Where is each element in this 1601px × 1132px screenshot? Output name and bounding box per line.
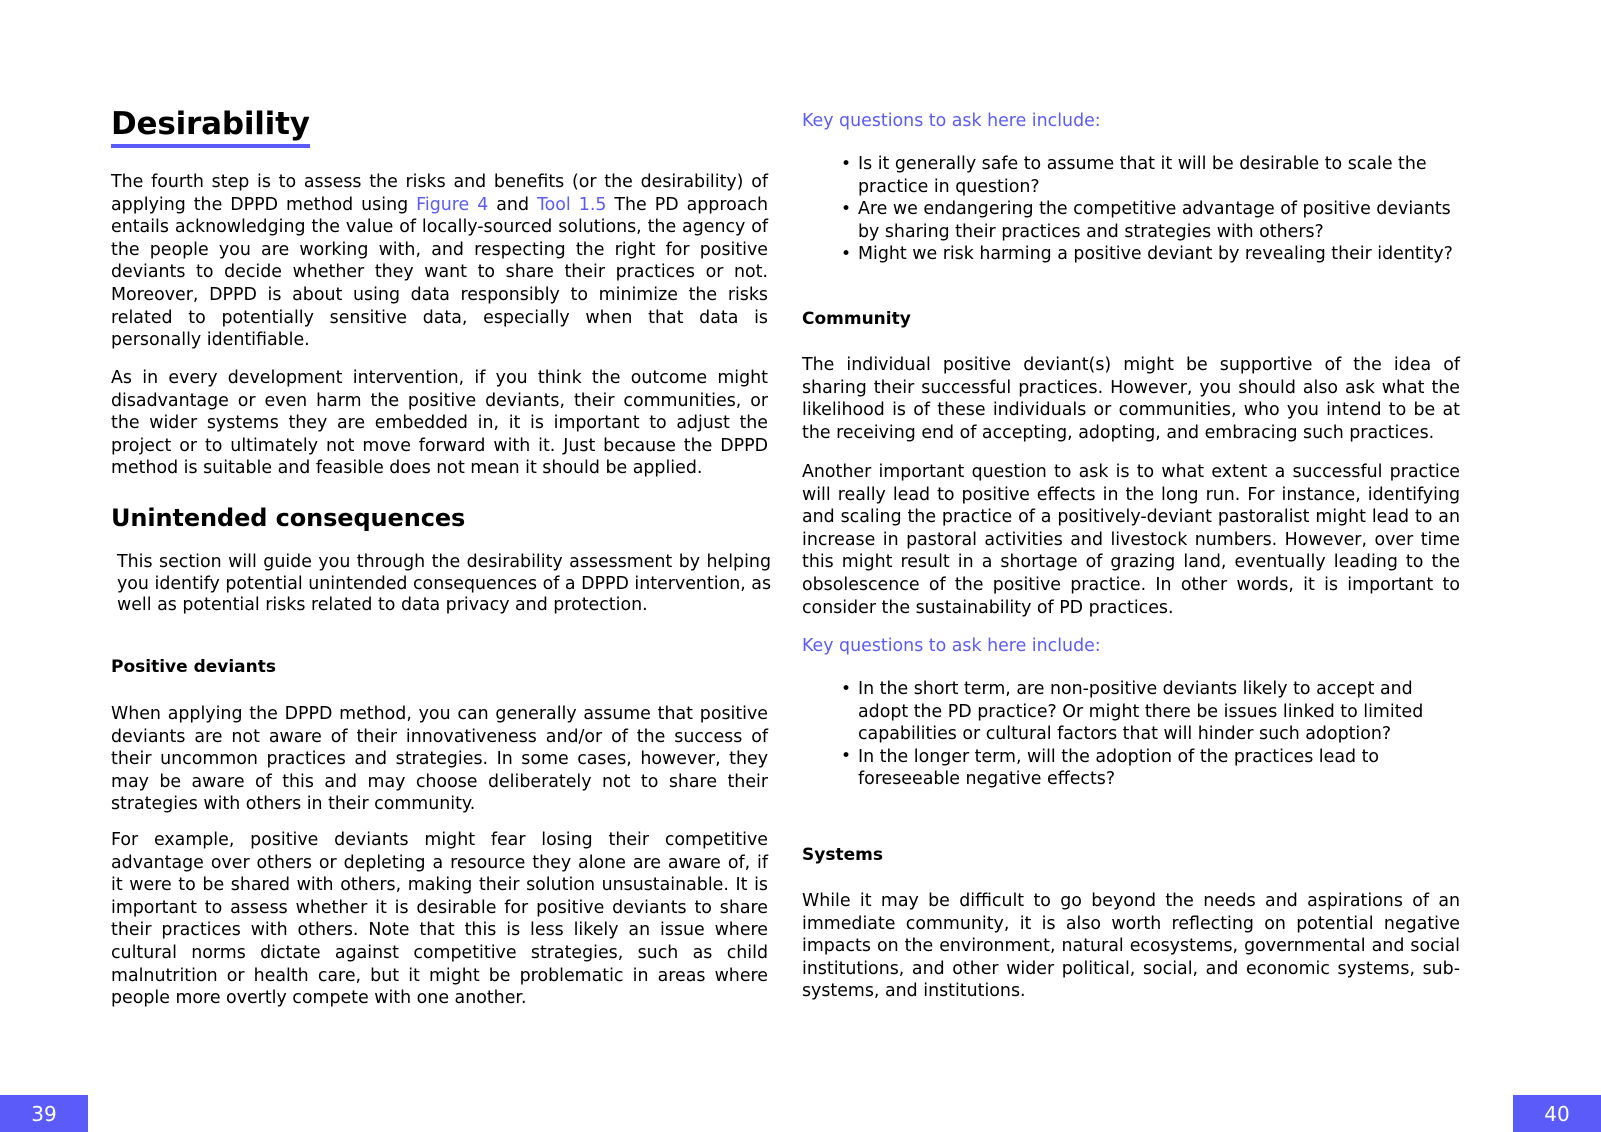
page-number-badge-right	[1513, 1095, 1601, 1132]
desirability-paragraph-2: As in every development intervention, if you think the outcome might disadvantage or even harm the positive deviants, their communities, or the wider systems they are embedded in, it is important to adjust the project or to ultimately not move forward with it. Just because the DPPD method is suitable and feasible does not mean it should be applied.	[111, 368, 768, 479]
tool-1-5-link[interactable]: Tool 1.5	[536, 194, 607, 215]
key-questions-list-1	[802, 153, 1460, 266]
positive-deviants-paragraph-2: For example, positive deviants might fear losing their competitive advantage over others or depleting a resource they alone are aware of, if it were to be shared with others, making their solution unsustainable. It is important to assess whether it is desirable for positive deviants to share their practices with others. Note that this is less likely an issue where cultural norms dictate against competitive strategies, such as child malnutrition or health care, but it might be problematic in areas where people more overtly compete with one another.	[111, 830, 768, 1009]
page-number-badge-left	[0, 1095, 88, 1132]
page-number-left: 39	[31, 1101, 57, 1126]
community-heading-wrap	[802, 309, 1460, 329]
positive-deviants-heading-wrap	[111, 657, 768, 677]
list-item: • Are we endangering the competitive advantage of positive deviants by sharing their practices and strategies with others?	[841, 198, 1460, 243]
desirability-heading-wrap	[111, 108, 768, 148]
list-item: • Might we risk harming a positive deviant by revealing their identity?	[841, 243, 1460, 266]
left-page-column	[111, 0, 771, 1132]
unintended-consequences-paragraph: This section will guide you through the desirability assessment by helping you identify potential unintended consequences of a DPPD intervention, as well as potential risks related to data privacy and protection.	[117, 552, 771, 616]
paragraph-text-b: and	[488, 194, 537, 215]
figure-4-link[interactable]: Figure 4	[416, 194, 489, 215]
page-title: Desirability	[111, 108, 310, 148]
key-questions-label-2: Key questions to ask here include:	[802, 636, 1101, 656]
list-item: • Is it generally safe to assume that it will be desirable to scale the practice in question?	[841, 153, 1460, 198]
list-item: • In the short term, are non-positive deviants likely to accept and adopt the PD practice? Or might there be issues linked to limited capabilities or cultural factors that will hinder such adoption?	[841, 678, 1460, 746]
systems-heading-wrap	[802, 845, 1460, 865]
desirability-paragraph-1	[111, 171, 768, 352]
list-item: • In the longer term, will the adoption of the practices lead to foreseeable negative effects?	[841, 746, 1460, 791]
page-number-right: 40	[1544, 1101, 1570, 1126]
positive-deviants-paragraph-1: When applying the DPPD method, you can generally assume that positive deviants are not aware of their innovativeness and/or of the success of their uncommon practices and strategies. In some cases, however, they may be aware of this and may choose deliberately not to share their strategies with others in their community.	[111, 704, 768, 815]
paragraph-text-a: The fourth step is to assess the risks and benefits (or the desirability) of applying the DPPD method using	[111, 172, 768, 215]
unintended-consequences-heading: Unintended consequences	[111, 504, 466, 532]
paragraph-text-c: The PD approach entails acknowledging the value of locally-sourced solutions, the agency of the people you are working with, and respecting the right for positive deviants to decide whether they want to share their practices or not. Moreover, DPPD is about using data responsibly to minimize the risks related to potentially sensitive data, especially when that data is personally identifiable.	[111, 194, 768, 351]
positive-deviants-heading: Positive deviants	[111, 657, 276, 677]
key-questions-list-2	[802, 678, 1460, 791]
right-page-column	[802, 0, 1460, 1132]
community-heading: Community	[802, 309, 911, 329]
community-paragraph-2: Another important question to ask is to what extent a successful practice will really lead to positive effects in the long run. For instance, identifying and scaling the practice of a positively-deviant pastoralist might lead to an increase in pastoral activities and livestock numbers. However, over time this might result in a shortage of grazing land, eventually leading to the obsolescence of the positive practice. In other words, it is important to consider the sustainability of PD practices.	[802, 462, 1460, 618]
systems-paragraph: While it may be difficult to go beyond the needs and aspirations of an immediate community, it is also worth reflecting on potential negative impacts on the environment, natural ecosystems, governmental and social institutions, and other wider political, social, and economic systems, sub-systems, and institutions.	[802, 891, 1460, 1002]
systems-heading: Systems	[802, 845, 883, 865]
key-questions-label-1: Key questions to ask here include:	[802, 111, 1101, 131]
community-paragraph-1: The individual positive deviant(s) might be supportive of the idea of sharing their successful practices. However, you should also ask what the likelihood is of these individuals or communities, who you intend to be at the receiving end of accepting, adopting, and embracing such practices.	[802, 355, 1460, 443]
unintended-consequences-heading-wrap	[111, 505, 768, 533]
